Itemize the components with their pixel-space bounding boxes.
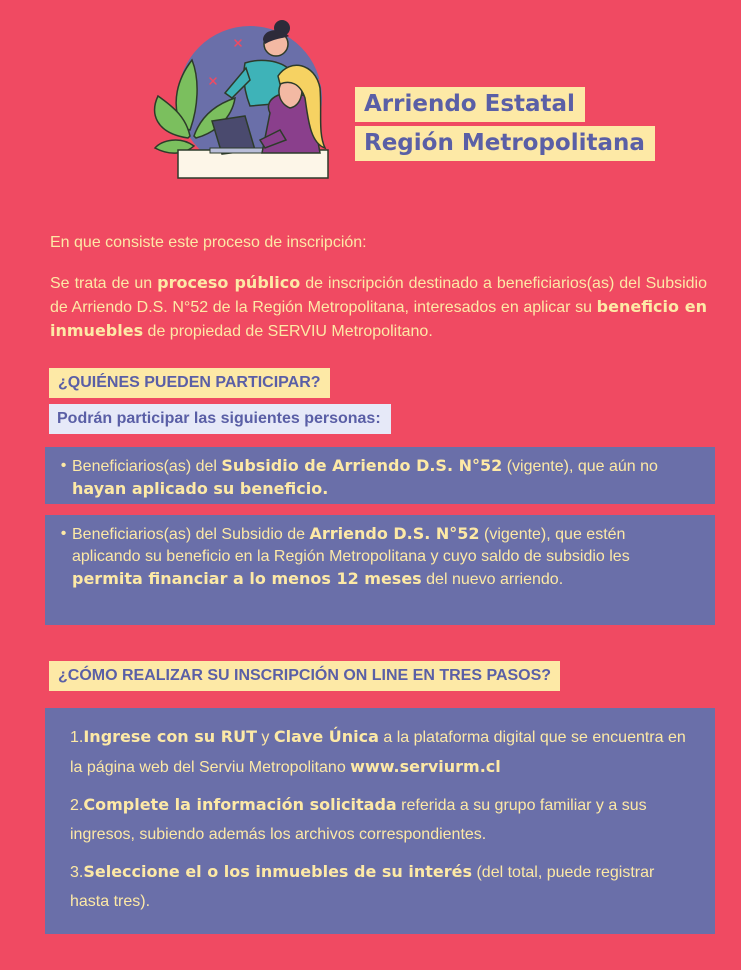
step-bold-text: Ingrese con su RUT: [83, 727, 257, 746]
illustration-women-working-laptop: [150, 18, 335, 186]
title-line-2: Región Metropolitana: [355, 126, 655, 161]
bullet-item: [55, 455, 695, 501]
card-bold-text: Subsidio de Arriendo D.S. N°52: [221, 456, 503, 475]
intro-text: de propiedad de SERVIU Metropolitano.: [143, 323, 433, 340]
step-bold-text: Seleccione el o los inmuebles de su interés: [83, 862, 473, 881]
card-text: del nuevo arriendo.: [421, 571, 564, 588]
bullet-text: [72, 455, 695, 501]
section-label-how: ¿CÓMO REALIZAR SU INSCRIPCIÓN ON LINE EN TRES PASOS?: [49, 661, 560, 691]
step-bold-text: Clave Única: [273, 727, 379, 746]
eligibility-card-1: [45, 447, 715, 504]
card-bold-text: permita financiar a lo menos 12 meses: [72, 569, 422, 588]
intro-text: Se trata de un: [50, 275, 158, 292]
step-2: [70, 790, 689, 849]
bullet-item: [55, 523, 695, 591]
bullet-text: [72, 523, 695, 591]
card-text: Beneficiarios(as) del: [72, 458, 222, 475]
steps-card: [45, 708, 715, 934]
intro-bold-text: proceso público: [157, 273, 301, 292]
card-bold-text: Arriendo D.S. N°52: [309, 524, 480, 543]
step-text: a la plataforma digital que se encuentra en la página web del Serviu Metropolitano: [70, 729, 686, 776]
eligibility-card-2: [45, 515, 715, 625]
intro-text: de inscripción destinado a beneficiarios(as) del Subsidio de Arriendo D.S. N°52 de la Región Metropolitana, interesados en aplicar su: [50, 275, 707, 316]
card-text: Beneficiarios(as) del Subsidio de: [72, 526, 310, 543]
intro-paragraph: [50, 271, 707, 343]
bullet-icon: •: [60, 457, 67, 474]
section-label-who: ¿QUIÉNES PUEDEN PARTICIPAR?: [49, 368, 330, 398]
bullet-icon: •: [60, 525, 67, 542]
website-link[interactable]: www.serviurm.cl: [350, 757, 501, 776]
step-1: [70, 722, 689, 782]
card-text: (vigente), que aún no: [502, 458, 658, 475]
card-text: (vigente), que estén aplicando su beneficio en la Región Metropolitana y cuyo saldo de subsidio les: [72, 526, 630, 565]
title-line-1: Arriendo Estatal: [355, 87, 585, 122]
step-text: (del total, puede registrar hasta tres).: [70, 864, 655, 910]
step-text: referida a su grupo familiar y a sus ingresos, subiendo además los archivos correspondientes.: [70, 797, 647, 843]
step-number: 2.: [70, 797, 84, 814]
intro-question: En que consiste este proceso de inscripción:: [50, 234, 367, 251]
step-text: y: [256, 729, 274, 746]
intro-bold-text: beneficio en inmuebles: [50, 297, 707, 340]
step-number: 1.: [70, 729, 84, 746]
step-bold-text: Complete la información solicitada: [83, 795, 397, 814]
step-3: [70, 857, 689, 916]
section-sublabel: Podrán participar las siguientes personas:: [49, 404, 391, 434]
step-number: 3.: [70, 864, 84, 881]
card-bold-text: hayan aplicado su beneficio.: [72, 479, 329, 498]
